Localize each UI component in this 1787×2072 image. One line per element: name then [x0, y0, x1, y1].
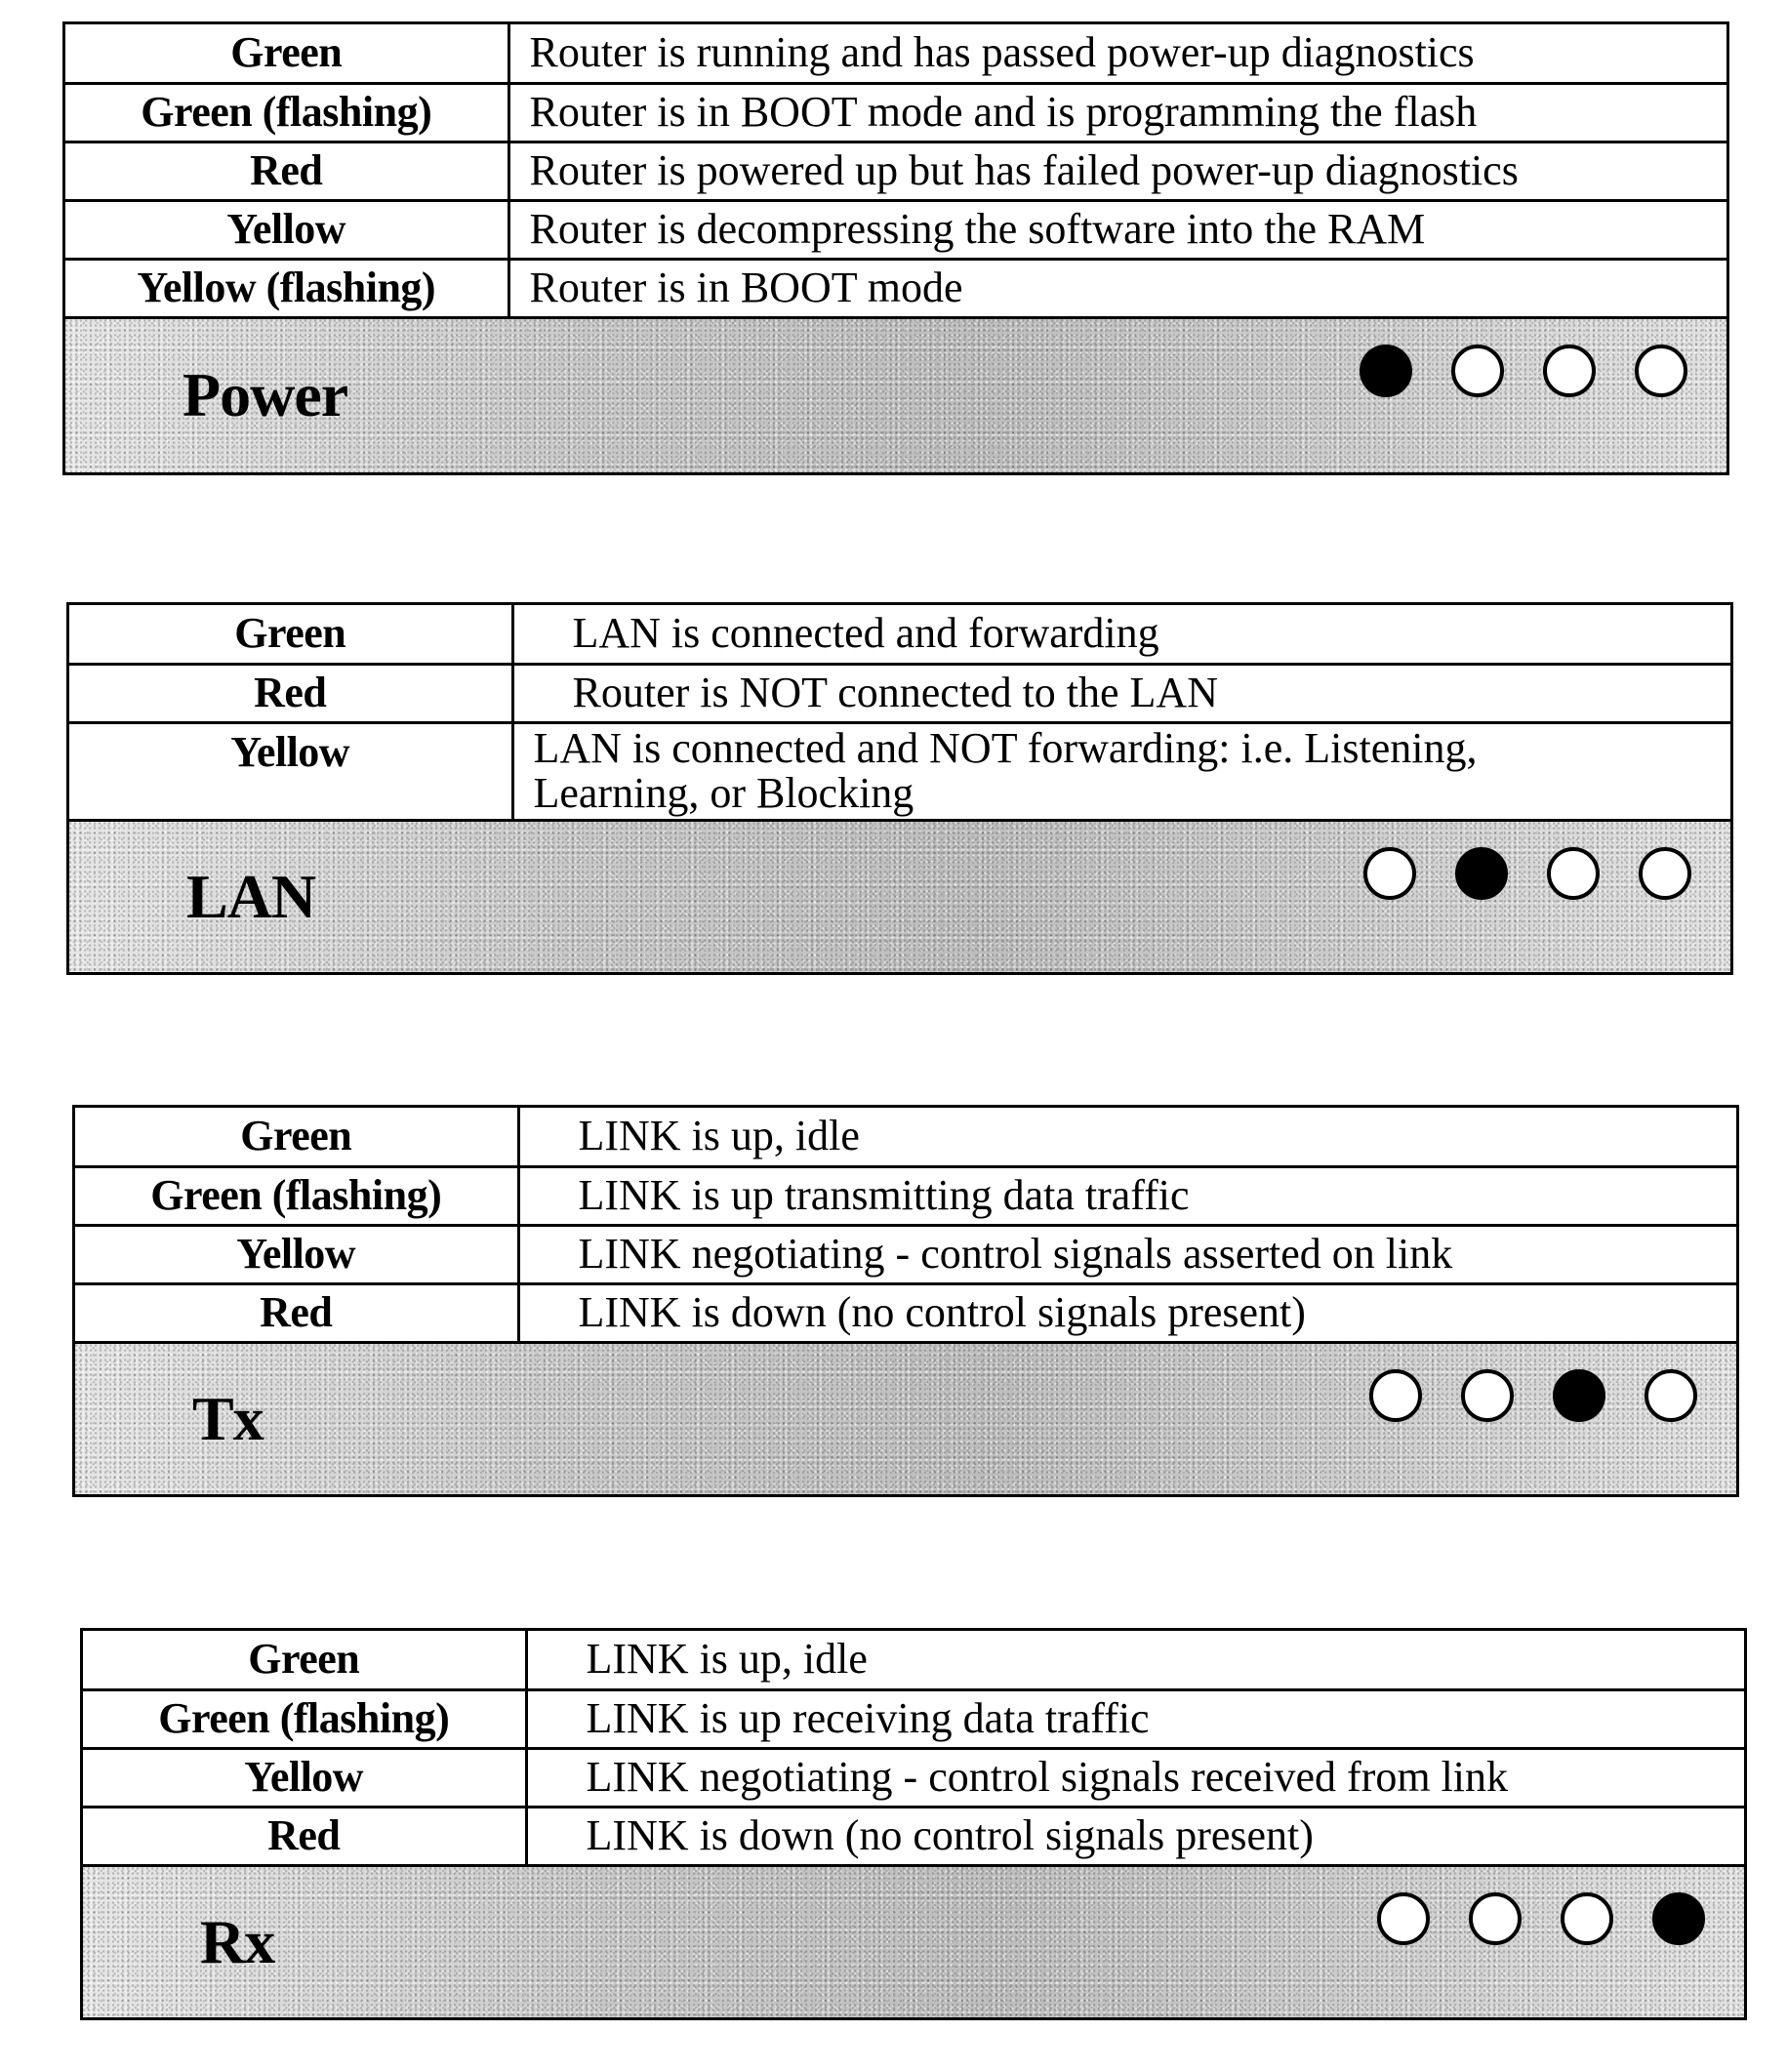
tx-label: Tx: [192, 1383, 264, 1453]
led-color-cell: Green (flashing): [83, 1689, 526, 1748]
led-indicator-icon: [1635, 345, 1687, 397]
led-color-cell: Yellow: [75, 1225, 518, 1283]
table-row: [75, 1225, 1736, 1283]
led-color-cell: Green: [75, 1108, 518, 1166]
led-description-cell: LINK negotiating - control signals asserted on link: [518, 1225, 1736, 1283]
led-color-cell: Yellow (flashing): [65, 259, 508, 317]
led-indicator-icon: [1455, 847, 1508, 900]
led-description-cell: LINK is up, idle: [518, 1108, 1736, 1166]
table-row: [75, 1283, 1736, 1342]
rx-label: Rx: [200, 1906, 275, 1976]
table-row: [69, 664, 1730, 722]
table-row: [69, 605, 1730, 664]
lan-led-panel: [66, 602, 1733, 975]
led-description-cell: LINK is up receiving data traffic: [526, 1689, 1744, 1748]
led-indicator-icon: [1461, 1369, 1514, 1422]
led-color-cell: Green: [83, 1631, 526, 1689]
table-row: [65, 200, 1726, 259]
led-color-cell: Red: [83, 1807, 526, 1865]
power-led-table: [65, 24, 1726, 319]
table-row: [65, 259, 1726, 317]
led-description-cell: Router is in BOOT mode: [508, 259, 1726, 317]
led-indicator-icon: [1451, 345, 1504, 397]
table-row: [83, 1689, 1744, 1748]
led-indicator-icon: [1561, 1892, 1613, 1945]
led-description-cell: LAN is connected and NOT forwarding: i.e. Listening, Learning, or Blocking: [512, 722, 1730, 820]
power-led-panel: [62, 21, 1729, 475]
lan-indicator-strip: [69, 822, 1730, 972]
rx-led-panel: [80, 1628, 1747, 2020]
led-indicator-icon: [1553, 1369, 1605, 1422]
rx-indicator-strip: [83, 1867, 1744, 2017]
led-description-cell: Router is decompressing the software into the RAM: [508, 200, 1726, 259]
led-color-cell: Red: [75, 1283, 518, 1342]
led-color-cell: Green: [69, 605, 512, 664]
led-description-cell: LAN is connected and forwarding: [512, 605, 1730, 664]
table-row: [83, 1748, 1744, 1807]
power-indicator-strip: [65, 319, 1726, 472]
tx-led-panel: [72, 1105, 1739, 1497]
led-indicator-icon: [1469, 1892, 1522, 1945]
table-row: [83, 1807, 1744, 1865]
led-color-cell: Yellow: [83, 1748, 526, 1807]
lan-led-table: [69, 605, 1730, 822]
led-description-cell: LINK is up transmitting data traffic: [518, 1166, 1736, 1225]
power-label: Power: [183, 360, 348, 429]
table-row: [75, 1108, 1736, 1166]
led-row: [1360, 345, 1687, 397]
led-description-cell: Router is running and has passed power-up diagnostics: [508, 24, 1726, 83]
led-row: [1363, 847, 1691, 900]
led-indicator-icon: [1652, 1892, 1705, 1945]
led-description-cell: Router is powered up but has failed power-up diagnostics: [508, 142, 1726, 200]
lan-label: LAN: [186, 861, 316, 931]
led-color-cell: Green (flashing): [75, 1166, 518, 1225]
tx-led-table: [75, 1108, 1736, 1344]
led-indicator-icon: [1369, 1369, 1422, 1422]
led-indicator-icon: [1547, 847, 1600, 900]
rx-led-table: [83, 1631, 1744, 1867]
led-description-cell: LINK is up, idle: [526, 1631, 1744, 1689]
led-description-cell: Router is NOT connected to the LAN: [512, 664, 1730, 722]
tx-indicator-strip: [75, 1344, 1736, 1494]
led-description-cell: LINK is down (no control signals present): [526, 1807, 1744, 1865]
led-color-cell: Green: [65, 24, 508, 83]
led-description-cell: LINK negotiating - control signals received from link: [526, 1748, 1744, 1807]
table-row: [65, 83, 1726, 142]
led-description-cell: LINK is down (no control signals present): [518, 1283, 1736, 1342]
led-row: [1369, 1369, 1697, 1422]
led-color-cell: Yellow: [65, 200, 508, 259]
led-indicator-icon: [1360, 345, 1412, 397]
table-row: [65, 142, 1726, 200]
led-color-cell: Red: [69, 664, 512, 722]
led-color-cell: Green (flashing): [65, 83, 508, 142]
led-color-cell: Yellow: [69, 722, 512, 820]
led-indicator-icon: [1645, 1369, 1697, 1422]
table-row: [69, 722, 1730, 820]
led-description-cell: Router is in BOOT mode and is programming the flash: [508, 83, 1726, 142]
led-indicator-icon: [1377, 1892, 1430, 1945]
led-indicator-icon: [1363, 847, 1416, 900]
led-row: [1377, 1892, 1705, 1945]
table-row: [75, 1166, 1736, 1225]
led-indicator-icon: [1543, 345, 1596, 397]
led-color-cell: Red: [65, 142, 508, 200]
led-indicator-icon: [1639, 847, 1691, 900]
table-row: [83, 1631, 1744, 1689]
table-row: [65, 24, 1726, 83]
